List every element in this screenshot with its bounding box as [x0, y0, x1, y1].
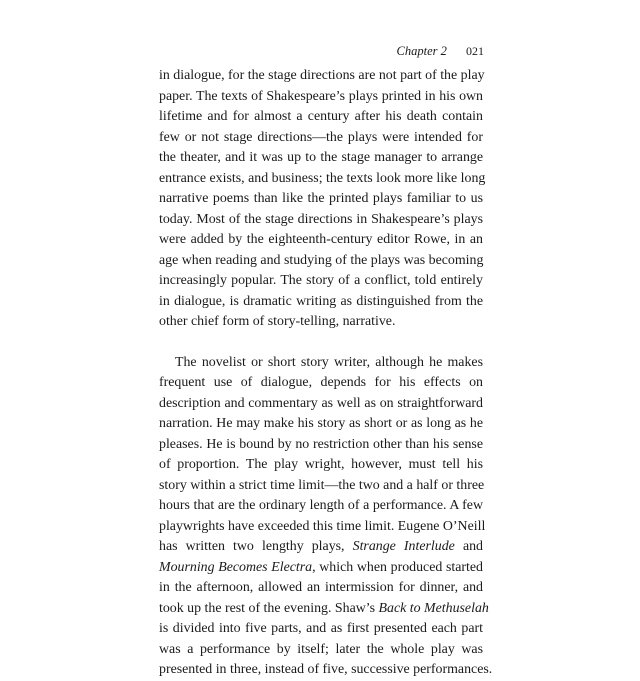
text-line: paper. The texts of Shakespeare’s plays printed in his own	[159, 88, 483, 104]
text-line: playwrights have exceeded this time limit. Eugene O’Neill	[159, 518, 486, 534]
running-head	[160, 44, 484, 59]
text-line: increasingly popular. The story of a conflict, told entirely	[159, 273, 483, 288]
text-line: few or not stage directions—the plays were intended for	[159, 129, 483, 145]
text-line: frequent use of dialogue, depends for his effects on	[159, 375, 483, 390]
text-line: other chief form of story-telling, narrative.	[159, 314, 396, 329]
text-line: presented in three, instead of five, successive performances.	[159, 662, 493, 677]
text-line	[159, 599, 489, 620]
play-title-italic: Back to Methuselah	[378, 600, 489, 616]
text-line: is divided into five parts, and as first presented each part	[159, 621, 483, 636]
text-line: in the afternoon, allowed an intermission for dinner, and	[159, 580, 483, 595]
text-run: , which when produced started	[312, 559, 483, 575]
text-run: has written two lengthy plays,	[159, 539, 353, 554]
text-run: and	[454, 539, 484, 554]
text-line: were added by the eighteenth-century editor Rowe, in an	[159, 232, 483, 247]
text-run: took up the rest of the evening. Shaw’s	[159, 600, 379, 616]
text-line: was a performance by itself; later the whole play was	[159, 641, 483, 657]
text-line: today. Most of the stage directions in Shakespeare’s plays	[159, 211, 483, 227]
text-line	[159, 558, 483, 579]
page-number: 021	[466, 44, 484, 58]
play-title-italic: Mourning Becomes Electra	[159, 559, 313, 575]
text-line: story within a strict time limit—the two and a half or three	[159, 477, 485, 493]
text-line: entrance exists, and business; the texts look more like long	[159, 170, 486, 186]
text-line: in dialogue, for the stage directions are not part of the play	[159, 68, 485, 83]
text-line: The novelist or short story writer, although he makes	[175, 354, 483, 370]
body-text	[159, 66, 493, 681]
text-line: narration. He may make his story as short or as long as he	[159, 416, 483, 431]
play-title-italic: Strange Interlude	[352, 539, 455, 554]
text-line: description and commentary as well as on straightforward	[159, 395, 483, 411]
paragraph-2	[159, 353, 493, 681]
chapter-title: Chapter 2	[396, 44, 447, 58]
text-line: lifetime and for almost a century after his death contain	[159, 109, 483, 124]
text-line: hours that are the ordinary length of a performance. A few	[159, 498, 483, 513]
text-line: age when reading and studying of the plays was becoming	[159, 252, 484, 268]
text-line: in dialogue, is dramatic writing as distinguished from the	[159, 293, 483, 309]
paragraph-1	[159, 66, 486, 333]
text-line: pleases. He is bound by no restriction other than his sense	[159, 436, 483, 452]
text-line: of proportion. The play wright, however, must tell his	[159, 457, 483, 472]
text-line: the theater, and it was up to the stage manager to arrange	[159, 150, 483, 165]
text-line: narrative poems than like the printed plays familiar to us	[159, 191, 483, 206]
text-line	[159, 537, 483, 558]
